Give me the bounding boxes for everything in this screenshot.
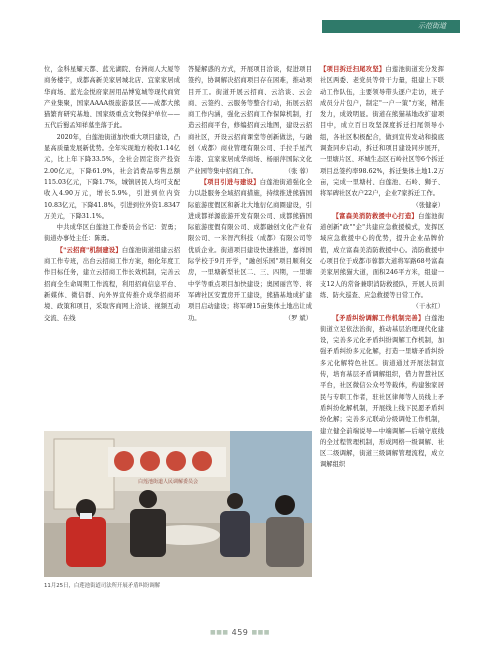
section-body: 白莲池街道充分发挥社区两委、老党员等骨干力量，组建上下联动工作队伍，主要领导带头逐户走访，班子成员分片包户，制定"一户一策"方案，精准发力，成效明显。街道在熊猫基地改扩建项目中，成立百日攻坚深度拆迁扫尾领导小组，各社区积极配合，做到宣传发动和摸底调查同步启动，拆迁和项目建设同步展开，一里塘片区、环城生态区石岭社区等6个拆迁项目总签约率98.62%，拆迁集体土地1.2万亩，完成一里塘村、白莲池、石岭、狮子、将军碑社区农户22户，企业7家拆迁工作。 (320, 66, 444, 198)
paragraph-text: 答疑解惑的方式，开展项目洽谈，促进项目签约，协调解决招商项目存在困难，推动项目开工。街道开展云招商、云洽谈、云会商、云签约、云服务等整合行动，拓展云招商工作内涵，强化云招商工作保障机制，打造云招商平台，修编招商云地图，建设云招商社区，开设云招商课堂等创新做法，与融创（成都）商业管理有限公司、手拉手星汽车港、宜家家居成华商场、杨丽萍国际文化产业园等集中招商工作。 (188, 66, 312, 175)
section-heading-fire-rescue: 【富森美消防救援中心打造】 (332, 212, 418, 220)
text-column-3 (320, 64, 444, 471)
paragraph: 位，金科星耀天都、蓝光湖院、台洲商人大厦等商务楼宇，成都高新美家居城北店、宜家家居成华商场、蓝光金悦府家居用品博览城等现代商贸产业集聚，国家AAAA级旅游景区——成都大熊猫繁育研究基地、国家级重点文物保护单位——五代后蜀孟知祥墓坐落于此。 (44, 66, 180, 130)
paragraph (320, 211, 445, 311)
section-heading-dispute-mediation: 【矛盾纠纷调解工作机制完善】 (332, 314, 425, 322)
section-body: 白莲池街道立足依法治街，推动基层治理现代化建设，完善多元化矛盾纠纷调解工作机制，加强矛盾纠纷多元化解，打造一里塘矛盾纠纷多元化解特色社区。街道通过开展法制宣传，培育基层矛盾调解组织，借力智慧社区平台，社区微信公众号等载体，构建独家居民与专职工作者，驻社区律师等人员线上矛盾纠纷化解机制，开展线上线下民愿矛盾纠纷化解；完善多元联动分级调处工作机制，建立健全前端说导—中端调解—后端守底线的全过程管理机制，形成网格一级调解、社区二级调解，街道三级调解管理流程，成立调解组织 (320, 314, 445, 469)
section-body: 白莲池街道组建云招商工作专班，出台云招商工作方案，细化年度工作目标任务，建立云招商工作长效机制，完善云招商全生命周期工作流程，利用招商信息平台、新媒体、微信群、向外界宣传推介成华招商环境、政策和项目，采取客商网上洽谈、视频互动交流、在线 (44, 246, 181, 322)
photo-illustration (44, 431, 312, 577)
section-heading-project-construction: 【项目引进与建设】 (200, 178, 260, 186)
paragraph (320, 313, 444, 471)
section-heading-demolition: 【项目拆迁扫尾攻坚】 (320, 66, 386, 73)
author-credit: （张健豪） (412, 201, 444, 209)
section-body: 白莲池街道强化全力以赴服务全域招商措施，持续推进熊猫国际旅游度假区和新北大地衍亿商圈建设，引进成都祥源旅游开发有限公司、成都熊猫国际旅游度假有限公司、成都融创文化产业有限公司、一米智汽科技（成都）有限公司等优质企业。街道项目建设快速推进，嘉祥国际学校于9月开学，"融创乐园"项目顺利交房，一里塘新型社区二、三、四期，一里塘中学等重点项目加快建设；奥园丽宫等、将军碑社区安置房开工建设，熊猫基地成扩建项目启动建设；将军碑15亩集体土地出让成功。 (188, 178, 313, 322)
paragraph (188, 64, 312, 177)
page-ornament-left: ■■■ (210, 629, 229, 636)
page-ornament-right: ■■■ (251, 629, 270, 636)
page-number-text: 459 (231, 628, 249, 637)
text-column-1 (44, 64, 180, 324)
author-credit: （罗 斌） (284, 314, 312, 322)
mediation-photo (44, 431, 312, 577)
paragraph: 中共成华区白莲池工作委员会书记：贺勇；街道办事处主任：陈勇。 (44, 224, 180, 243)
section-body: 白莲池街道创新"政""企"共建应急救援模式，发挥区域应急救援中心的优势，提升企业品牌价值，成立富森美消防救援中心。消防救援中心项目位于成都市蓉都大道将军路68号富森美家居熊猫大道，面积246平方米，组建一支12人的常备兼职消防救援队，开展人员训练、防火巡查、应急救援等日常工作。 (320, 212, 445, 299)
section-header-label: 示范街道 (418, 22, 446, 30)
page-number (0, 628, 480, 637)
author-credit: （张 蓉） (284, 167, 312, 175)
photo-caption: 11月25日，白莲池街道司法所开展矛盾纠纷调解 (44, 583, 161, 589)
banner-text: 白莲池街道人民调解委员会 (137, 479, 199, 485)
section-header-band (322, 20, 460, 33)
paragraph (320, 64, 444, 209)
author-credit: （干永红） (412, 303, 444, 311)
paragraph (44, 245, 180, 324)
paragraph (188, 177, 312, 324)
section-heading-cloud-investment: 【"云招商"机制建设】 (56, 246, 122, 254)
text-column-2 (188, 64, 312, 324)
paragraph: 2020年，白莲池街道加快重大项目建设，凸显高质量发展新优势。全年实现地方税收1.14亿元，比上年下降33.5%，全社会固定资产投资2.00亿元，下降61.9%，社会消费品零售总额115.03亿元，下降1.7%，城镇居民人均可支配收入4.90万元，增长5.9%，引进到位内资10.83亿元，下降41.8%，引进到位外资1.8347万美元，下降31.1%。 (44, 133, 180, 220)
